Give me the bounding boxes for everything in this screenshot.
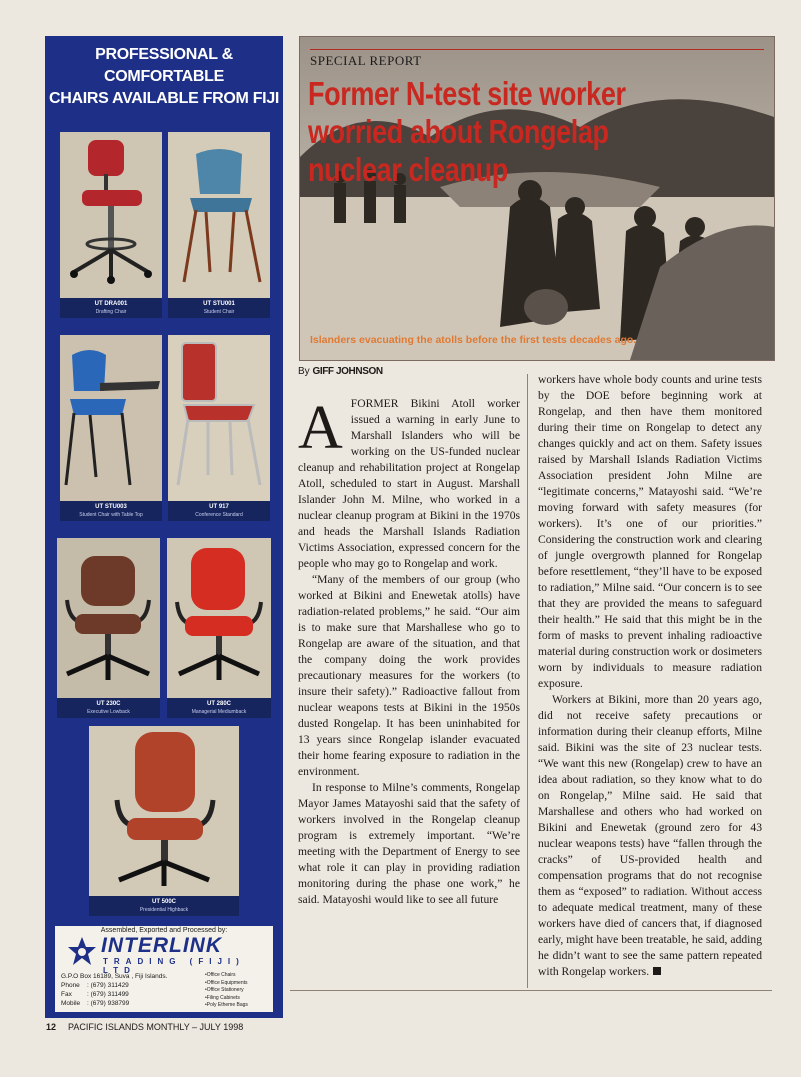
product-tile-230c [57,538,160,718]
phone-number: : (679) 311429 [87,982,129,989]
article-paragraph: In response to Milne’s comments, Rongelap Mayor James Matayoshi said that the safety of workers involved in the Rongelap cleanup program is extremely important. “We’re meeting with the Department of Energy to see what role it can play in providing radiation monitoring during the phase one work,” he said. Matayoshi would like to see all future [298,781,520,906]
product-desc: Presidential Highback [139,907,189,913]
chair-illustration [60,132,162,298]
product-desc: Conference Standard [195,512,243,518]
mobile-number: : (679) 938799 [87,1000,130,1007]
article-paragraph: “Many of the members of our group (who worked at Bikini and Enewetak atolls) have radiation-related problems,” he said. “Our aim is to make sure that Marshallese who go to Rongelap are aware of the situation, and that the company doing the work provides precautionary measures for the workers (to insure their safety).” Radioactive fallout from nuclear weapons tests at Bikini in the 1950s dusted Rongelap. It has been uninhabited for 13 years since Rongelap islander evacuated their home fearing exposure to radiation in the environment. [298,573,520,778]
star-logo-icon [67,936,97,966]
end-of-article-mark [653,967,661,975]
service-item: •Office Equipments [205,979,248,986]
service-item: •Filing Cabinets [205,994,240,1001]
company-subtitle: TRADING (FIJI) LTD [103,957,245,975]
conference-chair-image [168,335,270,501]
product-code: UT DRA001 [94,301,128,307]
article-column-2 [538,372,762,980]
presidential-chair-image [89,726,239,896]
company-name: INTERLINK [101,934,222,957]
product-code: UT STU003 [95,504,127,510]
chair-advertisement [45,36,283,1018]
page-footer [46,1022,243,1032]
address-line: G.P.O Box 16189, Suva , Fiji Islands. [61,973,168,980]
service-item: •Office Chairs [205,972,236,978]
product-code: UT 917 [209,504,229,510]
paragraph-text: Workers at Bikini, more than 20 years ago, did not receive safety precautions or information during their cleanup efforts, Milne said. Bikini was the site of 23 nuclear tests. “We want this new (Rongelap) crew to have an idea about radiation, so they know what to do on Rongelap,” Milne said. He said that Marshallese and others who had worked on Bikini and Enewetak (ground zero for 43 nuclear weapons tests) have “fallen through the cracks” of US-provided health and compensation programs that do not recognise them as “exposed” to radiation. Without access to adequate medical treatment, many of these workers have died of cancers that, if diagnosed early, might have been treatable, he said, adding he didn’t want to see the same pattern repeated with Rongelap workers. [538,693,762,978]
article-headline: Former N-test site worker worried about Rongelap nuclear cleanup [308,75,626,188]
product-tile-280c [167,538,271,718]
drafting-chair-image [60,132,162,298]
fax-number: : (679) 311499 [87,991,129,998]
service-item: •Office Stationery [205,987,244,993]
product-tile-500c [89,726,239,916]
chair-illustration [168,132,270,298]
product-desc: Student Chair [203,309,235,315]
drop-cap: A [298,394,343,462]
bottom-rule [290,990,772,991]
section-kicker: SPECIAL REPORT [310,53,422,68]
chair-illustration [57,538,160,698]
product-code: UT 230C [96,701,121,707]
page-number: 12 [46,1022,57,1032]
product-tile-stu003 [60,335,162,521]
assembled-by-text: Assembled, Exported and Processed by: [100,927,228,934]
hero-photo [299,36,775,361]
article-paragraph [538,692,762,980]
ad-headline-line1: PROFESSIONAL & COMFORTABLE [95,46,233,85]
managerial-chair-image [167,538,271,698]
publication-name: PACIFIC ISLANDS MONTHLY – JULY 1998 [68,1022,244,1032]
photo-caption: Islanders evacuating the atolls before the first tests decades ago. [310,334,637,346]
byline-prefix: By [298,366,310,377]
product-desc: Managerial Mediumback [191,709,247,715]
ad-headline-line2: CHAIRS AVAILABLE FROM FIJI [48,90,280,107]
tabletop-chair-image [60,335,162,501]
paragraph-text: FORMER Bikini Atoll worker issued a warning in early June to Marshall Islanders who will be working on the US-funded nuclear cleanup and rehabilitation project at Rongelap Atoll, scheduled to start in August. Marshall Islander John M. Milne, who worked in a nuclear cleanup program at Bikini in the 1970s and heads the Marshall Islands Radiation Victims Association, expressed concern for the people who may go to Rongelap and work. [298,397,520,570]
article-paragraph [298,396,520,572]
interlink-contact-box [55,926,273,1012]
article-paragraph: workers have whole body counts and urine tests by the DOE before beginning work at Rongelap, and then have them monitored during their time on Rongelap to detect any changes quickly and act on them. Safety issues raised by Marshall Islands Radiation Victims Association president John Milne are “legitimate concerns,” Matayoshi said. “We’re moving forward with safety measures (for workers). It’s one of our priorities.” Considering the construction work and clearing of jungle overgrowth planned for Rongelap before resettlement, “they’ll have to be exposed to radiation,” Milne said. “Our concern is to see that they are provided the means to safeguard their health.” He said that this might be in the form of masks to prevent inhaling radioactive material during construction work or dosimeters worn by individuals to measure radiation exposure. [538,373,762,690]
product-tile-stu001 [168,132,270,318]
article-column-1 [298,396,520,908]
company-address [61,972,201,1008]
product-tile-917 [168,335,270,521]
byline [298,366,383,377]
mobile-label: Mobile [61,1000,81,1007]
chair-illustration [167,538,271,698]
chair-illustration [168,335,270,501]
product-desc: Student Chair with Table Top [79,512,143,518]
chair-illustration [89,726,239,896]
product-code: UT STU001 [203,301,235,307]
chair-illustration [60,335,162,501]
kicker-rule [310,49,764,50]
product-desc: Drafting Chair [95,309,127,315]
student-chair-image [168,132,270,298]
product-tile-dra001 [60,132,162,318]
executive-chair-image [57,538,160,698]
product-desc: Executive Lowback [87,709,130,715]
service-item: •Poly Etheme Bags [205,1002,248,1008]
product-code: UT 500C [151,899,176,905]
ad-headline [45,36,283,110]
product-code: UT 280C [206,701,231,707]
phone-label: Phone [61,982,80,989]
services-list [205,972,248,1010]
fax-label: Fax [61,991,72,998]
column-divider [527,374,528,988]
byline-author: GIFF JOHNSON [312,366,383,377]
